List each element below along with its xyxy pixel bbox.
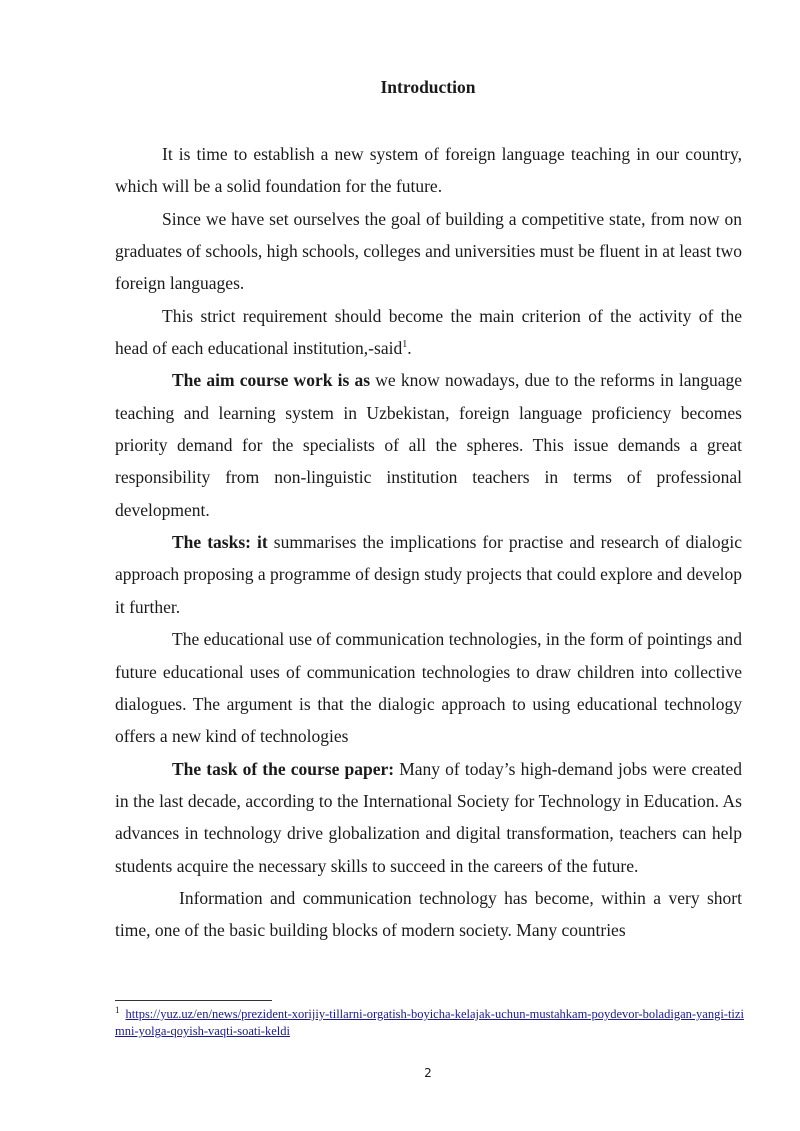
footnote-reference[interactable]: 1 [402,339,408,351]
footnote [115,1006,745,1040]
paragraph-3-end: . [407,338,412,359]
paragraph-3 [115,300,742,365]
page-title: Introduction [380,77,476,97]
paragraph-4-heading: The aim course work is as [172,370,371,391]
footnote-link[interactable]: https://yuz.uz/en/news/prezident-xorijiy-tillarni-orgatish-boyicha-kelajak-uchun-mustahkam-poydevor-boladigan-yangi-tizimni-yolga-qoyish-vaqti-soati-keldi [115,1007,744,1038]
paragraph-5-heading: The tasks: it [172,532,268,553]
paragraph-8: Information and communication technology has become, within a very short time, one of the basic building blocks of modern society. Many countries [115,887,742,941]
paragraph-4 [115,364,742,526]
document-body [115,138,742,947]
paragraph-7 [115,753,742,882]
paragraph-5-text: summarises the implications for practise and research of dialogic approach proposing a programme of design study projects that could explore and develop it further. [115,532,742,617]
paragraph-2: Since we have set ourselves the goal of building a competitive state, from now on graduates of schools, high schools, colleges and universities must be fluent in at least two foreign languages. [115,208,742,294]
footnote-mark: 1 [115,1004,120,1015]
paragraph-7-heading: The task of the course paper: [172,758,395,779]
paragraph-1: It is time to establish a new system of foreign language teaching in our country, which will be a solid foundation for the future. [115,144,742,197]
paragraph-3-text: This strict requirement should become the main criterion of the activity of the head of each educational institution,-said [115,305,742,359]
paragraph-5 [115,526,742,623]
paragraph-4-text: we know nowadays, due to the reforms in language teaching and learning system in Uzbekistan, foreign language proficiency becomes priority demand for the specialists of all the spheres. This issue demands a great responsibility from non-linguistic institution teachers in terms of professional development. [115,370,743,520]
footnote-separator [115,1000,272,1001]
page-number: 2 [424,1066,432,1080]
paragraph-6: The educational use of communication technologies, in the form of pointings and future educational uses of communication technologies to draw children into collective dialogues. The argument is that the dialogic approach to using educational technology offers a new kind of technologies [115,629,742,747]
paragraph-7-text: Many of today’s high-demand jobs were created in the last decade, according to the International Society for Technology in Education. As advances in technology drive globalization and digital transformation, teachers can help students acquire the necessary skills to succeed in the careers of the future. [115,758,742,876]
